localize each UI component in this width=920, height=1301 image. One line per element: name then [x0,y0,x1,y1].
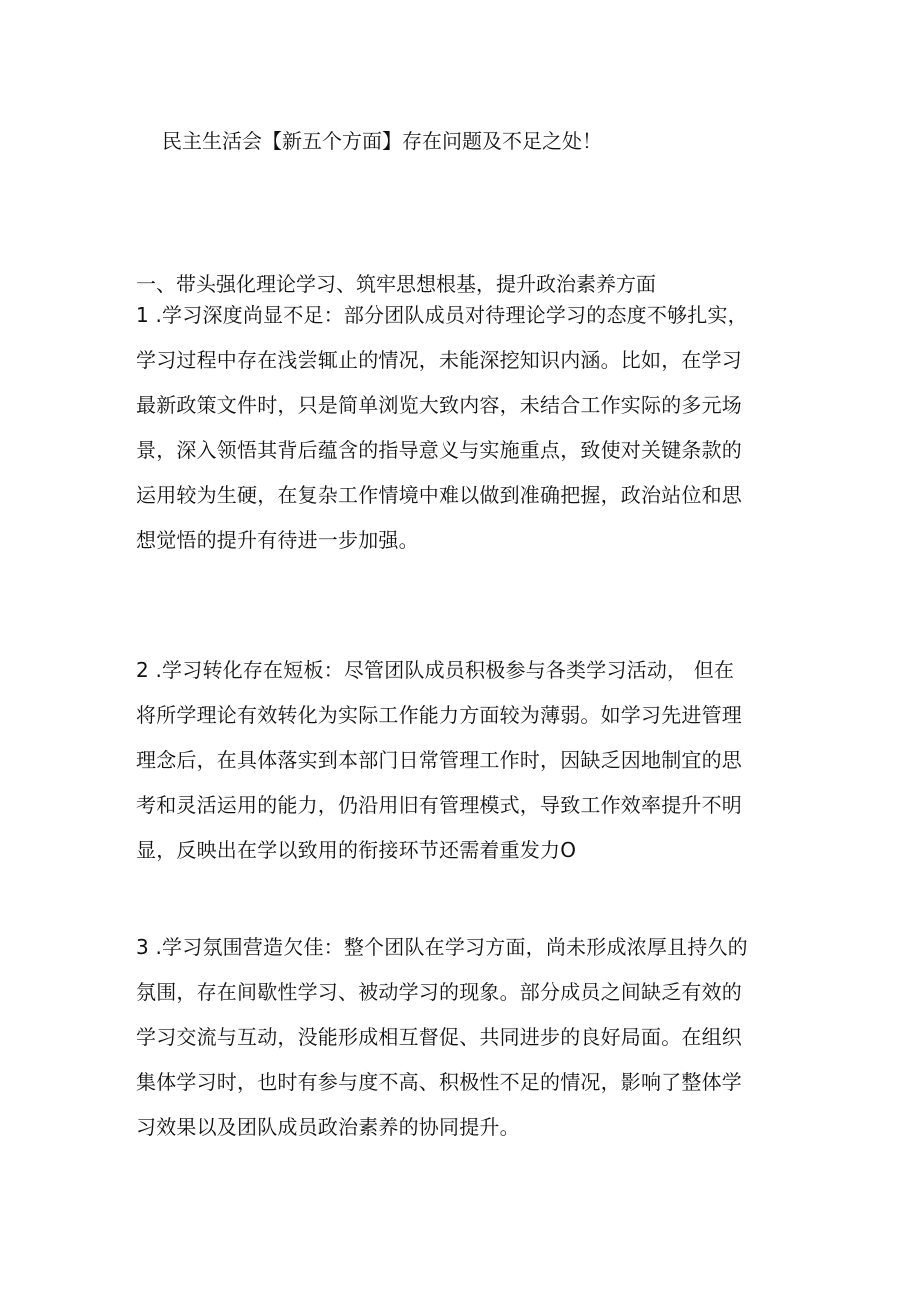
paragraph-line: 学习过程中存在浅尝辄止的情况，未能深挖知识内涵。比如，在学习 [136,348,742,372]
paragraph-line: 氛围，存在间歇性学习、被动学习的现象。部分成员之间缺乏有效的 [136,980,742,1004]
paragraph-line: 运用较为生硬，在复杂工作情境中难以做到准确把握，政治站位和思 [136,483,742,507]
paragraph-line: 想觉悟的提升有待进一步加强。 [136,528,419,552]
paragraph-line: 将所学理论有效转化为实际工作能力方面较为薄弱。如学习先进管理 [136,703,742,727]
section-heading: 一、带头强化理论学习、筑牢思想根基，提升政治素养方面 [136,272,656,296]
paragraph-1 [136,293,796,563]
paragraph-line: 习效果以及团队成员政治素养的协同提升。 [136,1115,520,1139]
paragraph-line: 1 .学习深度尚显不足：部分团队成员对待理论学习的态度不够扎实， [136,303,748,327]
paragraph-3 [136,925,796,1150]
paragraph-line: 集体学习时，也时有参与度不高、积极性不足的情况，影响了整体学 [136,1070,742,1094]
paragraph-line: 考和灵活运用的能力，仍沿用旧有管理模式，导致工作效率提升不明 [136,793,742,817]
paragraph-line: 最新政策文件时，只是简单浏览大致内容，未结合工作实际的多元场 [136,393,742,417]
paragraph-2 [136,648,796,873]
paragraph-line: 景，深入领悟其背后蕴含的指导意义与实施重点，致使对关键条款的 [136,438,742,462]
document-title: 民主生活会【新五个方面】存在问题及不足之处！ [162,129,602,153]
paragraph-line: 显，反映出在学以致用的衔接环节还需着重发力O [136,838,577,862]
paragraph-line: 3 .学习氛围营造欠佳：整个团队在学习方面，尚未形成浓厚且持久的 [136,935,748,959]
paragraph-line: 理念后，在具体落实到本部门日常管理工作时，因缺乏因地制宜的思 [136,748,742,772]
paragraph-line: 学习交流与互动，没能形成相互督促、共同进步的良好局面。在组织 [136,1025,742,1049]
paragraph-line: 2 .学习转化存在短板：尽管团队成员积极参与各类学习活动， 但在 [136,658,735,682]
